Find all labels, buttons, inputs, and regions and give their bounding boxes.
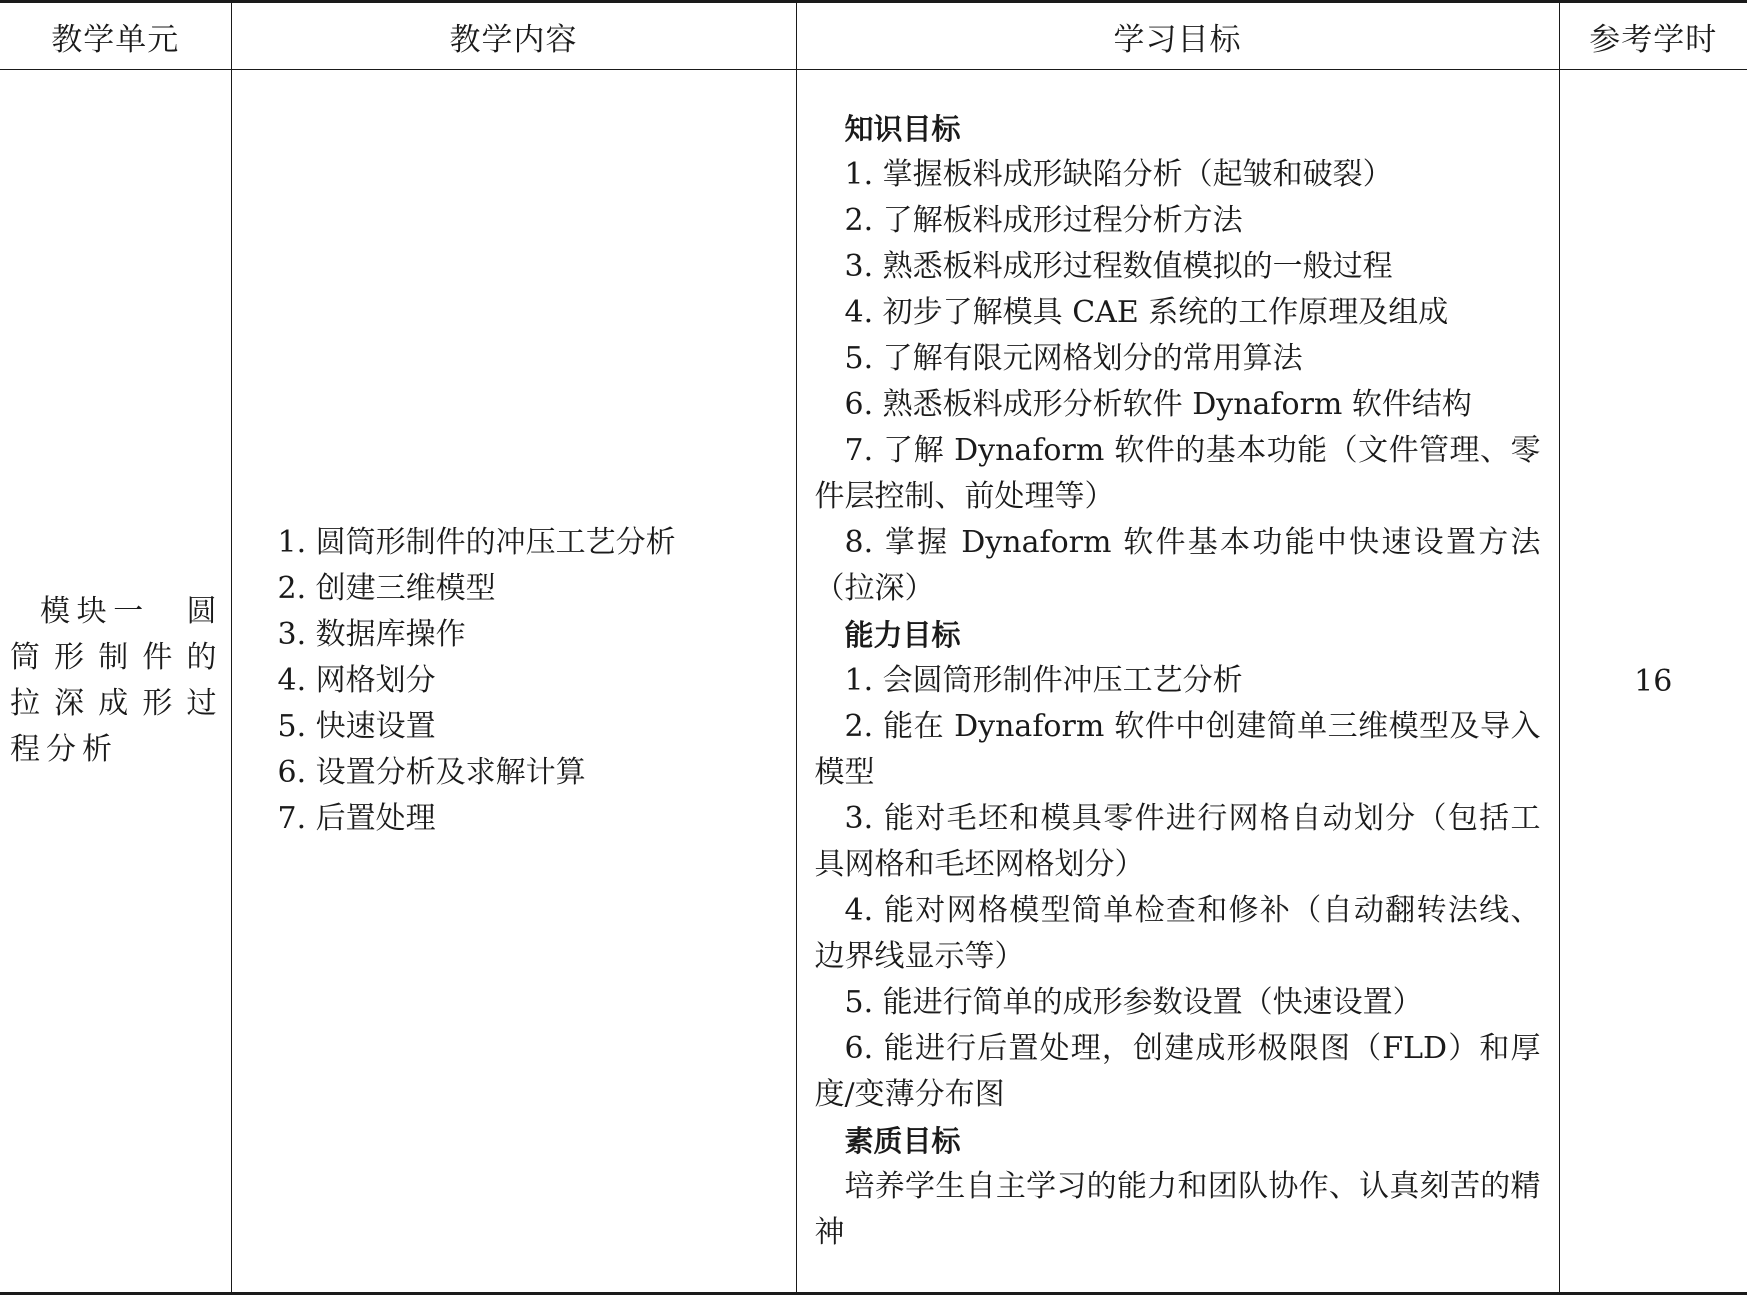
list-item: 2. 了解板料成形过程分析方法: [844, 203, 1243, 238]
header-teaching-unit: 教学单元: [0, 2, 231, 70]
list-item: 4. 网格划分: [277, 663, 436, 698]
list-item: 5. 快速设置: [277, 709, 436, 744]
list-item: 1. 会圆筒形制件冲压工艺分析: [844, 663, 1243, 698]
list-item: 1. 掌握板料成形缺陷分析（起皱和破裂）: [844, 157, 1393, 192]
list-item: 2. 能在 Dynaform 软件中创建简单三维模型及导入模型: [814, 709, 1541, 790]
list-item: 2. 创建三维模型: [277, 571, 496, 606]
unit-name: 模块一 圆筒形制件的拉深成形过程分析: [10, 594, 223, 767]
list-item: 5. 了解有限元网格划分的常用算法: [844, 341, 1303, 376]
list-item: 培养学生自主学习的能力和团队协作、认真刻苦的精神: [814, 1169, 1541, 1250]
list-item: 5. 能进行简单的成形参数设置（快速设置）: [844, 985, 1423, 1020]
list-item: 3. 数据库操作: [277, 617, 466, 652]
hours-cell: 16: [1559, 70, 1747, 1294]
header-row: [0, 2, 1747, 70]
list-item: 1. 圆筒形制件的冲压工艺分析: [277, 525, 676, 560]
list-item: 7. 了解 Dynaform 软件的基本功能（文件管理、零件层控制、前处理等）: [814, 433, 1541, 514]
header-teaching-content: 教学内容: [231, 2, 796, 70]
list-item: 8. 掌握 Dynaform 软件基本功能中快速设置方法（拉深）: [814, 525, 1541, 606]
list-item: 6. 设置分析及求解计算: [277, 755, 586, 790]
header-learning-goals: 学习目标: [796, 2, 1559, 70]
quality-goals-heading: 素质目标: [844, 1124, 961, 1158]
list-item: 4. 初步了解模具 CAE 系统的工作原理及组成: [844, 295, 1449, 330]
goals-cell: [796, 70, 1559, 1294]
goals-block: [815, 98, 1541, 1264]
content-cell: [231, 70, 796, 1294]
list-item: 7. 后置处理: [277, 801, 436, 836]
list-item: 6. 能进行后置处理，创建成形极限图（FLD）和厚度/变薄分布图: [814, 1031, 1541, 1112]
table-row: [0, 70, 1747, 1294]
header-reference-hours: 参考学时: [1559, 2, 1747, 70]
ability-goals-heading: 能力目标: [844, 618, 961, 652]
list-item: 3. 熟悉板料成形过程数值模拟的一般过程: [844, 249, 1393, 284]
list-item: 4. 能对网格模型简单检查和修补（自动翻转法线、边界线显示等）: [814, 893, 1541, 974]
list-item: 6. 熟悉板料成形分析软件 Dynaform 软件结构: [844, 387, 1472, 422]
unit-cell: [0, 70, 231, 1294]
list-item: 3. 能对毛坯和模具零件进行网格自动划分（包括工具网格和毛坯网格划分）: [814, 801, 1541, 882]
knowledge-goals-heading: 知识目标: [844, 112, 961, 146]
content-list: [278, 520, 796, 842]
